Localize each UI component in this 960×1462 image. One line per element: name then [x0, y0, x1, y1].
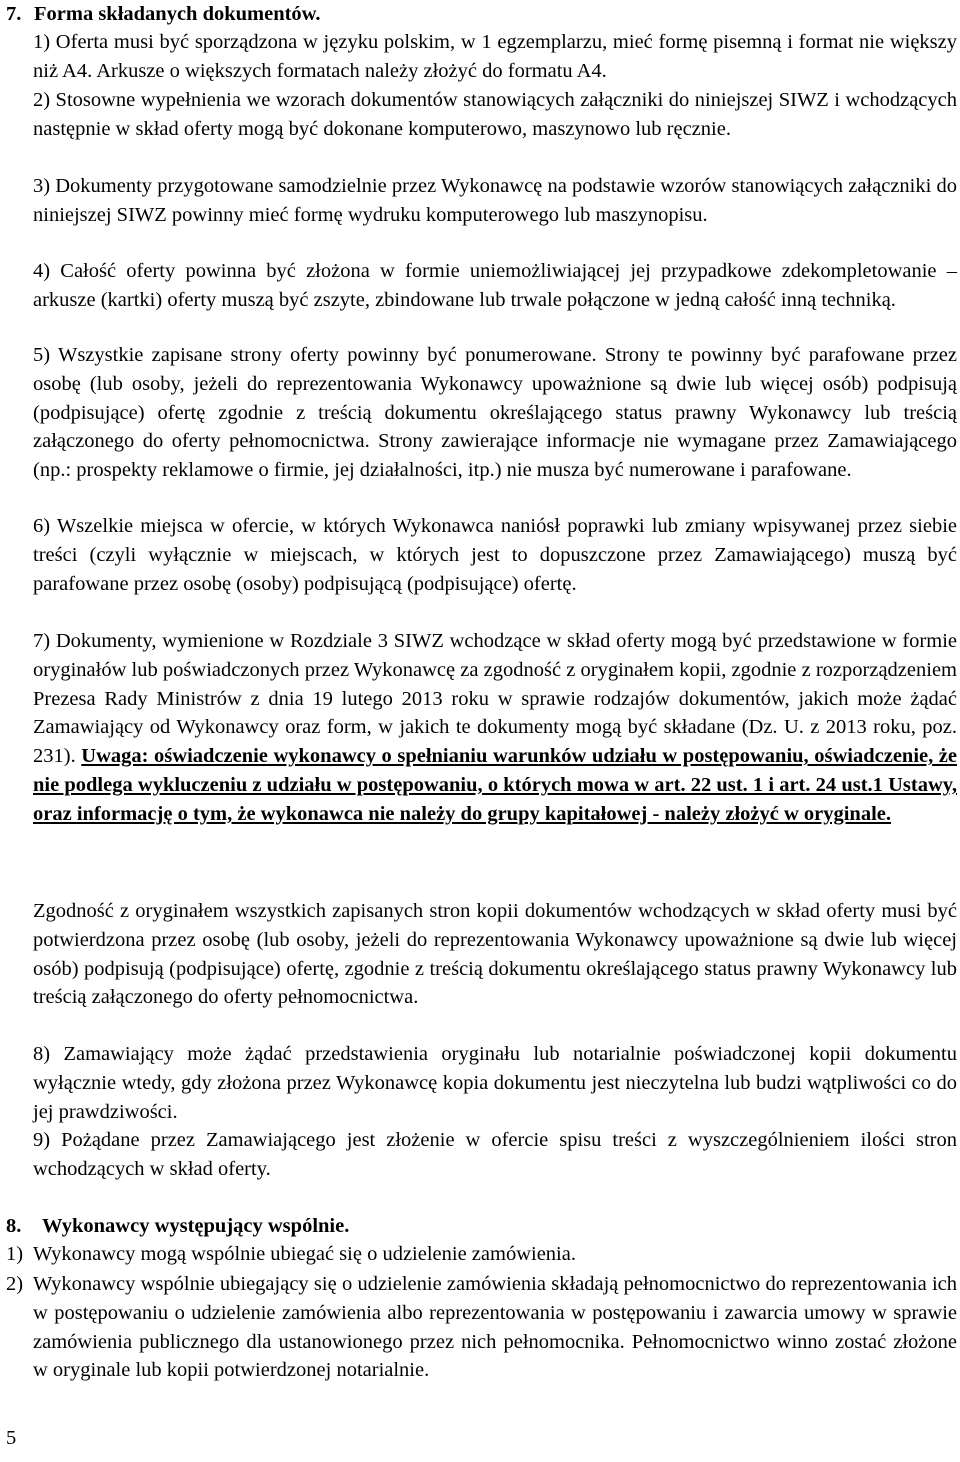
section-7-number: 7. — [6, 3, 22, 25]
paragraph-7-warning: Uwaga: oświadczenie wykonawcy o spełnianiu warunków udziału w postępowaniu, oświadczenie, że nie podlega wykluczeniu z udziału w postępowaniu, o których mowa w art. 22 ust. 1 i art. 24 ust.1 Ustawy, oraz informację o tym, że wykonawca nie należy do grupy kapitałowej - należy złożyć w oryginale. — [33, 745, 958, 825]
section-8-number: 8. — [6, 1215, 22, 1237]
item-number: 1) — [6, 1243, 24, 1265]
section-7-paragraph-5: 5) Wszystkie zapisane strony oferty powinny być ponumerowane. Strony te powinny być parafowane przez osobę (lub osoby, jeżeli do reprezentowania Wykonawcy upoważnione są dwie lub więcej osób) podpisują (podpisujące) ofertę zgodnie z treścią dokumentu określającego status prawny Wykonawcy lub treścią załączonego do oferty pełnomocnictwa. Strony zawierające informacje nie wymagane przez Zamawiającego (np.: prospekty reklamowe o firmie, jej działalności, itp.) nie musza być numerowane i parafowane. — [33, 344, 957, 482]
section-7-heading — [6, 0, 320, 28]
section-7-paragraph-7 — [33, 627, 957, 829]
section-7-paragraph-4: 4) Całość oferty powinna być złożona w formie uniemożliwiającej jej przypadkowe zdekompletowanie – arkusze (kartki) oferty muszą być zszyte, zbindowane lub trwale połączone w jedną całość inną techniką. — [33, 260, 957, 311]
section-7-paragraph-6: 6) Wszelkie miejsca w ofercie, w których Wykonawca naniósł poprawki lub zmiany wpisywanej przez siebie treści (czyli wyłącznie w miejscach, w których jest to dopuszczone przez Zamawiającego) muszą być parafowane przez osobę (osoby) podpisującą (podpisujące) ofertę. — [33, 515, 957, 595]
section-7-paragraph-2: 2) Stosowne wypełnienia we wzorach dokumentów stanowiących załączniki do niniejszej SIWZ i wchodzących następnie w skład oferty mogą być dokonane komputerowo, maszynowo lub ręcznie. — [33, 89, 957, 140]
section-7-paragraph-1: 1) Oferta musi być sporządzona w języku polskim, w 1 egzemplarzu, mieć formę pisemną i format nie większy niż A4. Arkusze o większych formatach należy złożyć do formatu A4. — [33, 31, 957, 82]
section-8-title: Wykonawcy występujący wspólnie. — [42, 1215, 350, 1237]
section-7-paragraph-3: 3) Dokumenty przygotowane samodzielnie przez Wykonawcę na podstawie wzorów stanowiących załączniki do niniejszej SIWZ powinny mieć formę wydruku komputerowego lub maszynopisu. — [33, 175, 957, 226]
item-text: Wykonawcy wspólnie ubiegający się o udzielenie zamówienia składają pełnomocnictwo do reprezentowania ich w postępowaniu o udzielenie zamówienia albo reprezentowania w postępowaniu i zawarcia umowy w sprawie zamówienia publicznego dla ustanowionego przez nich pełnomocnika. Pełnomocnictwo winno zostać złożone w oryginale lub kopii potwierdzonej notarialnie. — [33, 1273, 957, 1382]
section-7-paragraph-9: 9) Pożądane przez Zamawiającego jest złożenie w ofercie spisu treści z wyszczególnieniem ilości stron wchodzących w skład oferty. — [33, 1129, 957, 1180]
item-text: Wykonawcy mogą wspólnie ubiegać się o udzielenie zamówienia. — [33, 1243, 576, 1265]
section-7-paragraph-8: 8) Zamawiający może żądać przedstawienia oryginału lub notarialnie poświadczonej kopii dokumentu wyłącznie wtedy, gdy złożona przez Wykonawcę kopia dokumentu jest nieczytelna lub budzi wątpliwości co do jej prawdziwości. — [33, 1043, 957, 1123]
section-7-title: Forma składanych dokumentów. — [34, 3, 321, 25]
section-7-paragraph-7b: Zgodność z oryginałem wszystkich zapisanych stron kopii dokumentów wchodzących w skład oferty musi być potwierdzona przez osobę (lub osoby, jeżeli do reprezentowania Wykonawcy upoważnione są dwie lub więcej osób) podpisują (podpisujące) ofertę, zgodnie z treścią dokumentu określającego status prawny Wykonawcy lub treścią załączonego do oferty pełnomocnictwa. — [33, 900, 957, 1009]
section-8-heading — [6, 1212, 349, 1240]
item-number: 2) — [6, 1273, 24, 1295]
page-number: 5 — [6, 1427, 17, 1449]
paragraph-7-text: 7) Dokumenty, wymienione w Rozdziale 3 SIWZ wchodzące w skład oferty mogą być przedstawione w formie oryginałów lub poświadczonych przez Wykonawcę za zgodność z oryginałem kopii, zgodnie z rozporządzeniem Prezesa Rady Ministrów z dnia 19 lutego 2013 roku w sprawie rodzajów dokumentów, jakich może żądać Zamawiający od Wykonawcy oraz form, w jakich te dokumenty mogą być składane (Dz. U. z 2013 roku, poz. 231). — [33, 630, 957, 768]
